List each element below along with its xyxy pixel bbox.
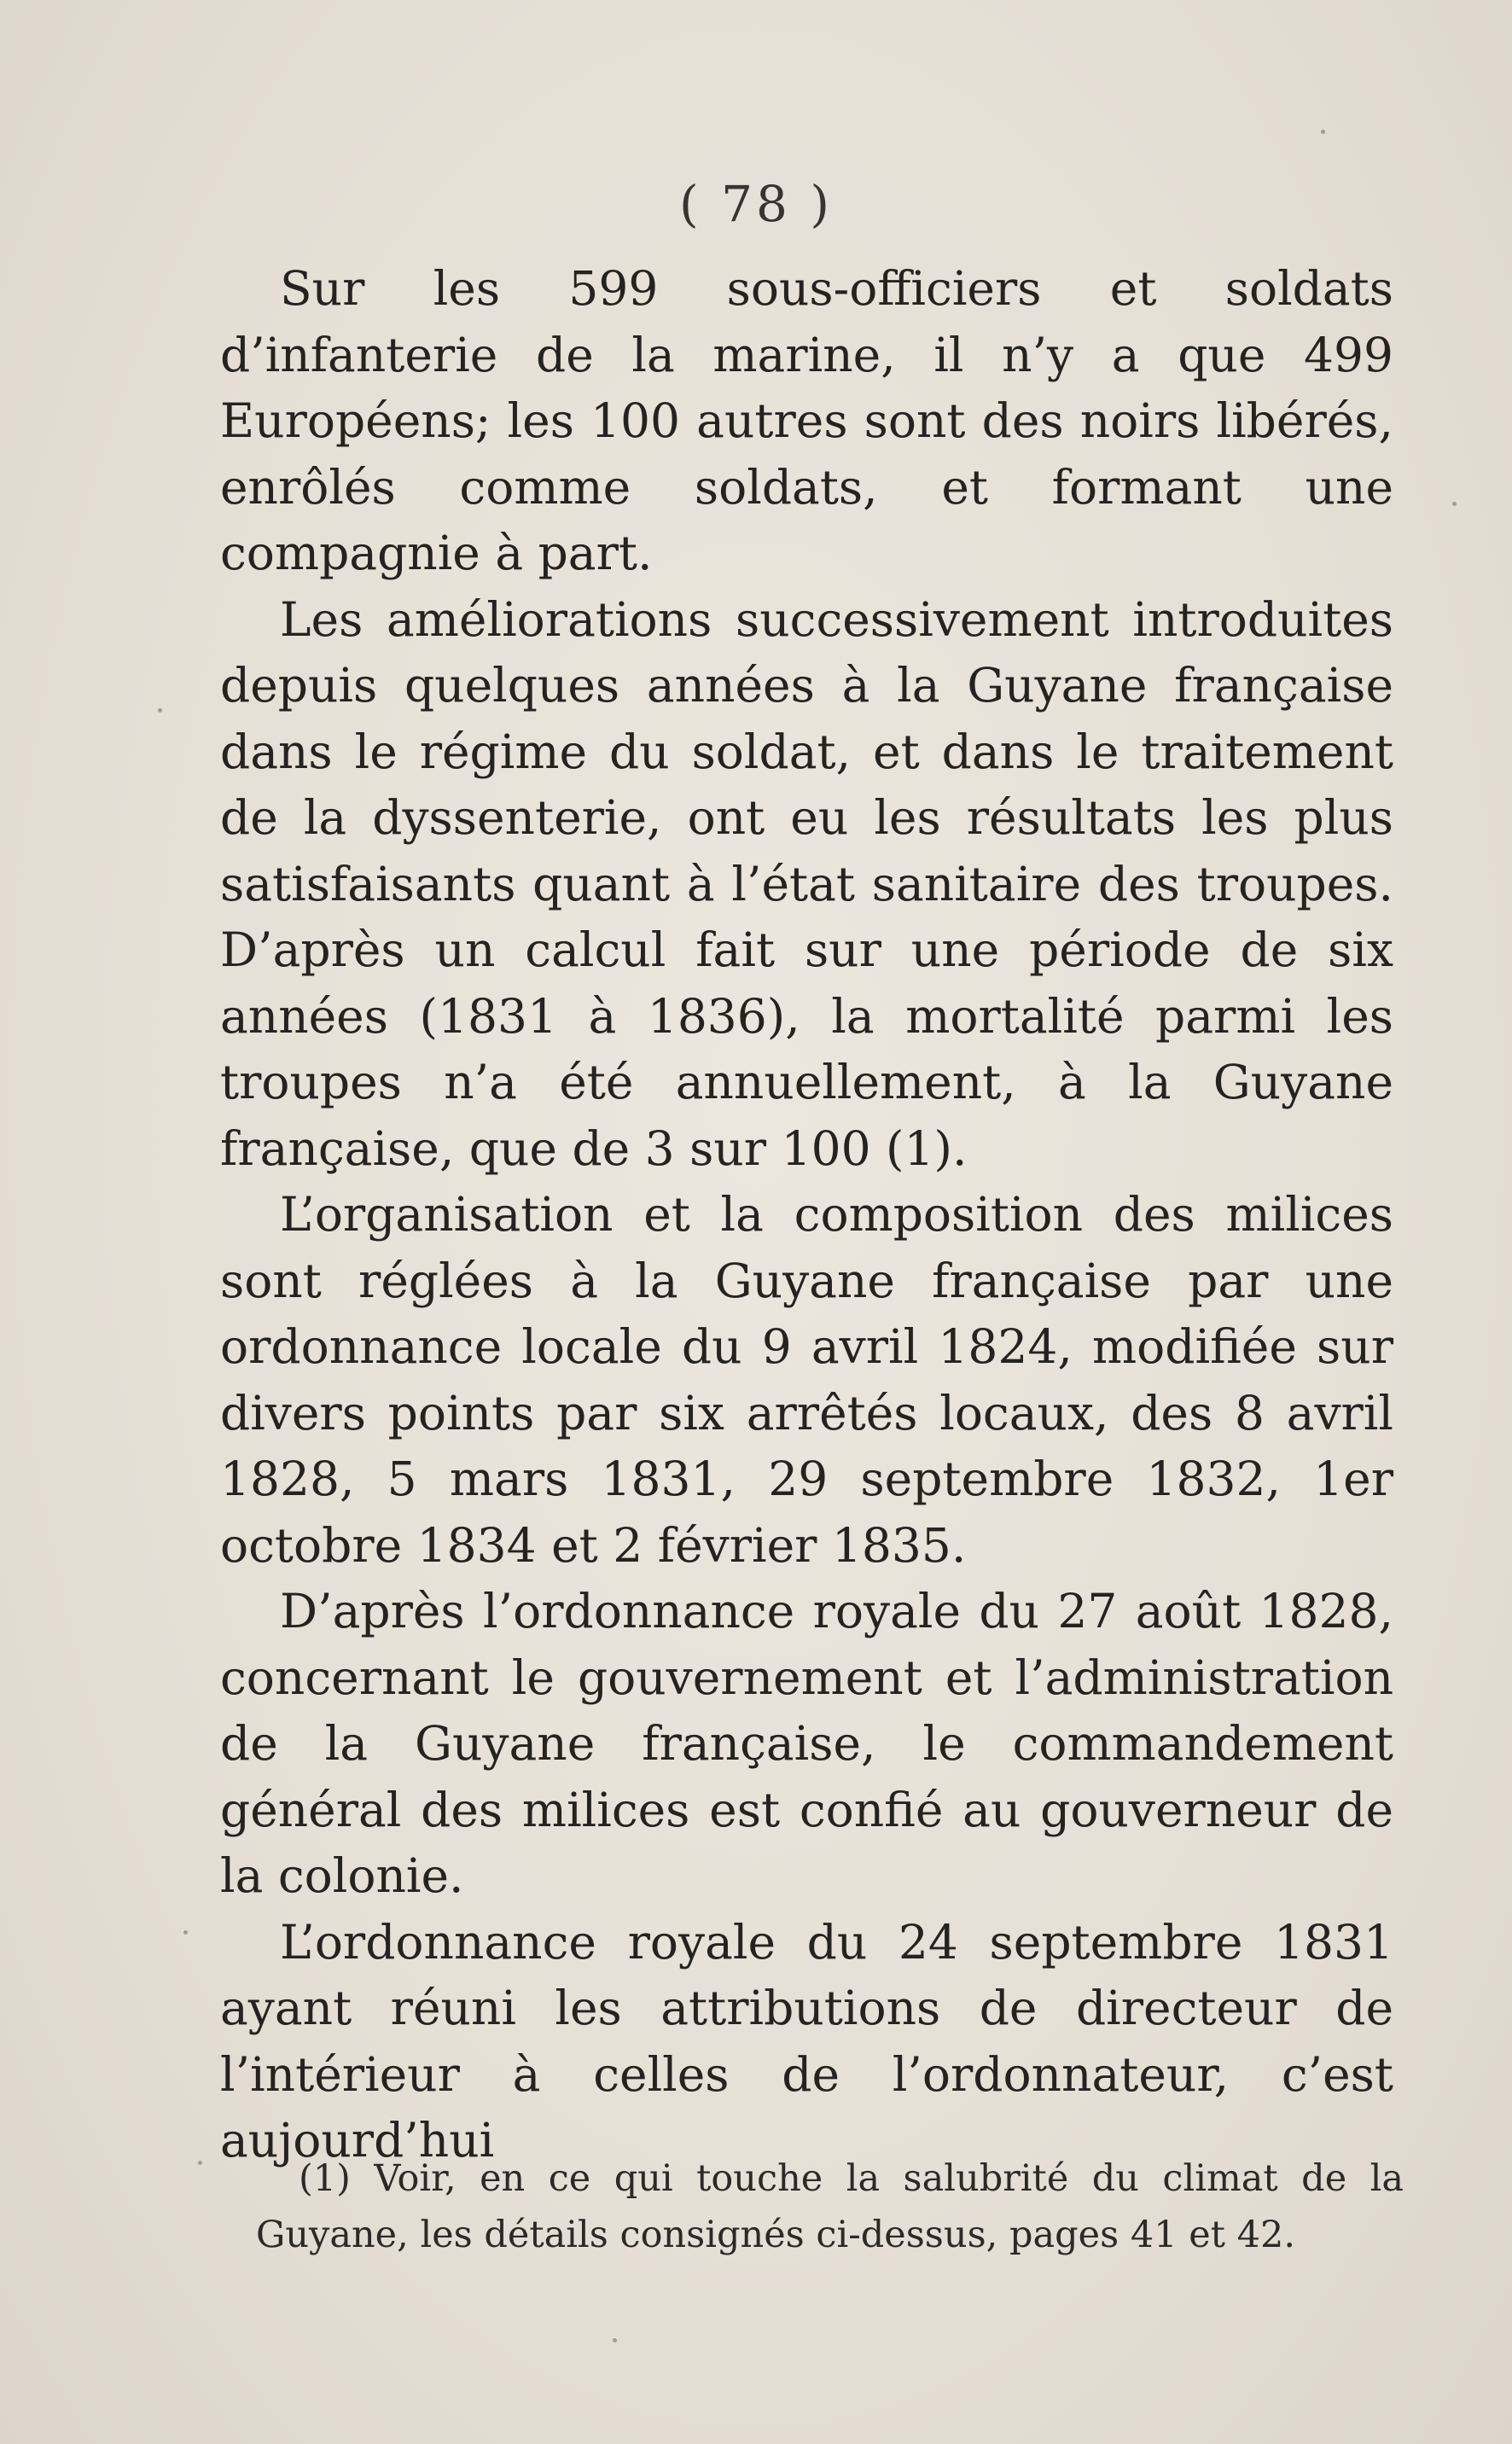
footnote [256,2150,1404,2263]
paper-speck [613,2338,617,2342]
paragraph-3: L’organisation et la composition des milices sont réglées à la Guyane française par une ordonnance locale du 9 avril 1824, modifiée sur divers points par six arrêtés locaux, des 8 avril 1828, 5 mars 1831, 29 septembre 1832, 1er octobre 1834 et 2 février 1835. [220,1187,1393,1573]
body-text [220,256,1393,2174]
paper-speck [183,1930,188,1935]
paragraph-2: Les améliorations successivement introduites depuis quelques années à la Guyane française dans le régime du soldat, et dans le traitement de la dyssenterie, ont eu les résultats les plus satisfaisants quant à l’état sanitaire des troupes. D’après un calcul fait sur une période de six années (1831 à 1836), la mortalité parmi les troupes n’a été annuellement, à la Guyane française, que de 3 sur 100 (1). [220,591,1393,1176]
paper-speck [198,2161,202,2165]
footnote-text: (1) Voir, en ce qui touche la salubrité du climat de la Guyane, les détails consignés ci-dessus, pages 41 et 42. [256,2157,1404,2256]
paragraph-5: L’ordonnance royale du 24 septembre 1831 ayant réuni les attributions de directeur de l’intérieur à celles de l’ordonnateur, c’est aujourd’hui [220,1914,1393,2168]
paper-speck [1452,502,1457,506]
paragraph-4: D’après l’ordonnance royale du 27 août 1828, concernant le gouvernement et l’administration de la Guyane française, le commandement général des milices est confié au gouverneur de la colonie. [220,1584,1393,1903]
paper-speck [158,708,162,713]
page-number: ( 78 ) [679,175,833,233]
paragraph-1: Sur les 599 sous-officiers et soldats d’infanterie de la marine, il n’y a que 499 Européens; les 100 autres sont des noirs libérés, enrôlés comme soldats, et formant une compagnie à part. [220,261,1393,580]
paper-speck [1321,130,1325,134]
